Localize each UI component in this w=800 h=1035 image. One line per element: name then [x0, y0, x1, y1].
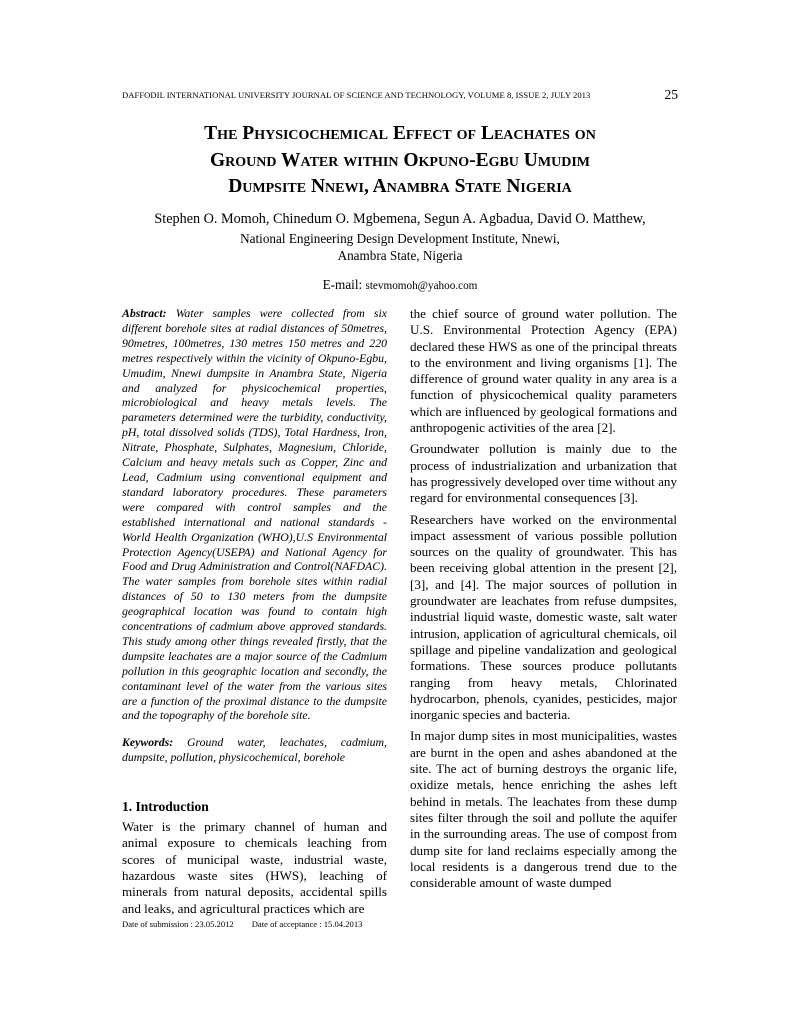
journal-running-header: DAFFODIL INTERNATIONAL UNIVERSITY JOURNAL OF SCIENCE AND TECHNOLOGY, VOLUME 8, ISSUE 2, JULY 2013: [122, 90, 591, 100]
abstract: [122, 306, 387, 723]
section-heading-introduction: 1. Introduction: [122, 799, 209, 815]
title-line: The Physicochemical Effect of Leachates on: [204, 123, 596, 144]
acceptance-date: Date of acceptance : 15.04.2013: [251, 919, 363, 929]
keywords-text: Ground water, leachates, cadmium, dumpsite, pollution, physicochemical, borehole: [122, 735, 388, 765]
title-line: Ground Water within Okpuno-Egbu Umudim: [210, 149, 590, 171]
keywords: [122, 735, 387, 765]
affiliation: [100, 230, 700, 264]
abstract-text: Water samples were collected from six different borehole sites at radial distances of 50metres, 90metres, 100metres, 130 metres 150 metres and 220 metres respectively within the vicinity of Okpuno-Egbu, Umudim, Nnewi dumpsite in Anambra State, Nigeria and analyzed for physicochemical properties, microbiological and heavy metals levels. The parameters determined were the turbidity, conductivity, pH, total dissolved solids (TDS), Total Hardness, Iron, Nitrate, Phosphate, Sulphates, Magnesium, Chloride, Calcium and heavy metals such as Copper, Zinc and Lead, Cadmium using conventional equipment and standard laboratory procedures. These parameters were compared with control samples and the established international and national standards - World Health Organization (WHO),U.S Environmental Protection Agency(USEPA) and National Agency for Food and Drug Administration and Control(NAFDAC). The water samples from borehole sites within radial distances of 50 to 130 meters from the dumpsite geographical location was found to contain high concentrations of cadmium above approved standards. This study among other things revealed firstly, that the dumpsite leachates are a major source of the Cadmium pollution in this geographic location and secondly, the contaminant level of the water from the various sites are a function of the proximal distance to the dumpsite and the topography of the borehole site.: [122, 306, 387, 723]
affiliation-line: Anambra State, Nigeria: [337, 248, 463, 263]
affiliation-line: National Engineering Design Development Institute, Nnewi,: [240, 231, 560, 246]
body-paragraph: In major dump sites in most municipalities, wastes are burnt in the open and ashes abandoned at the site. The act of burning destroys the organic life, oxidize metals, hence enriching the ashes left behind in metals. The leachates from these dump sites filter through the soil and pollute the aquifer in the surrounding areas. The use of compost from dump site for land reclaims especially among the local residents is a dangerous trend due to the considerable amount of waste dumped: [410, 728, 677, 891]
email-label: E-mail:: [322, 277, 363, 292]
introduction-paragraph: Water is the primary channel of human and animal exposure to chemicals leaching from scores of municipal waste, industrial waste, hazardous waste sites (HWS), leaching of minerals from natural deposits, accidental spills and leaks, and agricultural practices which are: [122, 819, 387, 916]
page-number: 25: [664, 87, 678, 102]
title-line: Dumpsite Nnewi, Anambra State Nigeria: [228, 176, 572, 197]
abstract-label: Abstract:: [122, 306, 167, 320]
keywords-label: Keywords:: [122, 735, 174, 750]
body-paragraph: the chief source of ground water pollution. The U.S. Environmental Protection Agency (EPA) declared these HWS as one of the principal threats to the environment and living organisms [1]. The difference of ground water quality in any area is a function of physicochemical quality parameters which are influenced by geological formations and anthropogenic activities of the area [2].: [410, 306, 677, 436]
email-address[interactable]: stevmomoh@yahoo.com: [365, 280, 478, 292]
body-paragraph: Researchers have worked on the environmental impact assessment of various possible pollution sources on the quality of groundwater. This has been receiving global attention in the present [2], [3], and [4]. The major sources of pollution in groundwater are leachates from refuse dumpsites, industrial liquid waste, domestic waste, salt water intrusion, application of agricultural chemicals, oil spillage and pipeline vandalization and geological formations. These sources produce pollutants ranging from heavy metals, Chlorinated hydrocarbon, phenols, cyanides, pesticides, major inorganic species and bacteria.: [410, 511, 677, 723]
paper-title: [100, 121, 700, 201]
author-list: Stephen O. Momoh, Chinedum O. Mgbemena, Segun A. Agbadua, David O. Matthew,: [154, 211, 646, 227]
right-column: [410, 306, 677, 896]
submission-date: Date of submission : 23.05.2012: [122, 919, 234, 929]
left-column: [122, 306, 387, 922]
submission-dates: [122, 919, 422, 929]
contact-email: [100, 277, 700, 293]
body-paragraph: Groundwater pollution is mainly due to the process of industrialization and urbanization that has progressively developed over time without any regard for environmental consequences [3].: [410, 441, 677, 506]
